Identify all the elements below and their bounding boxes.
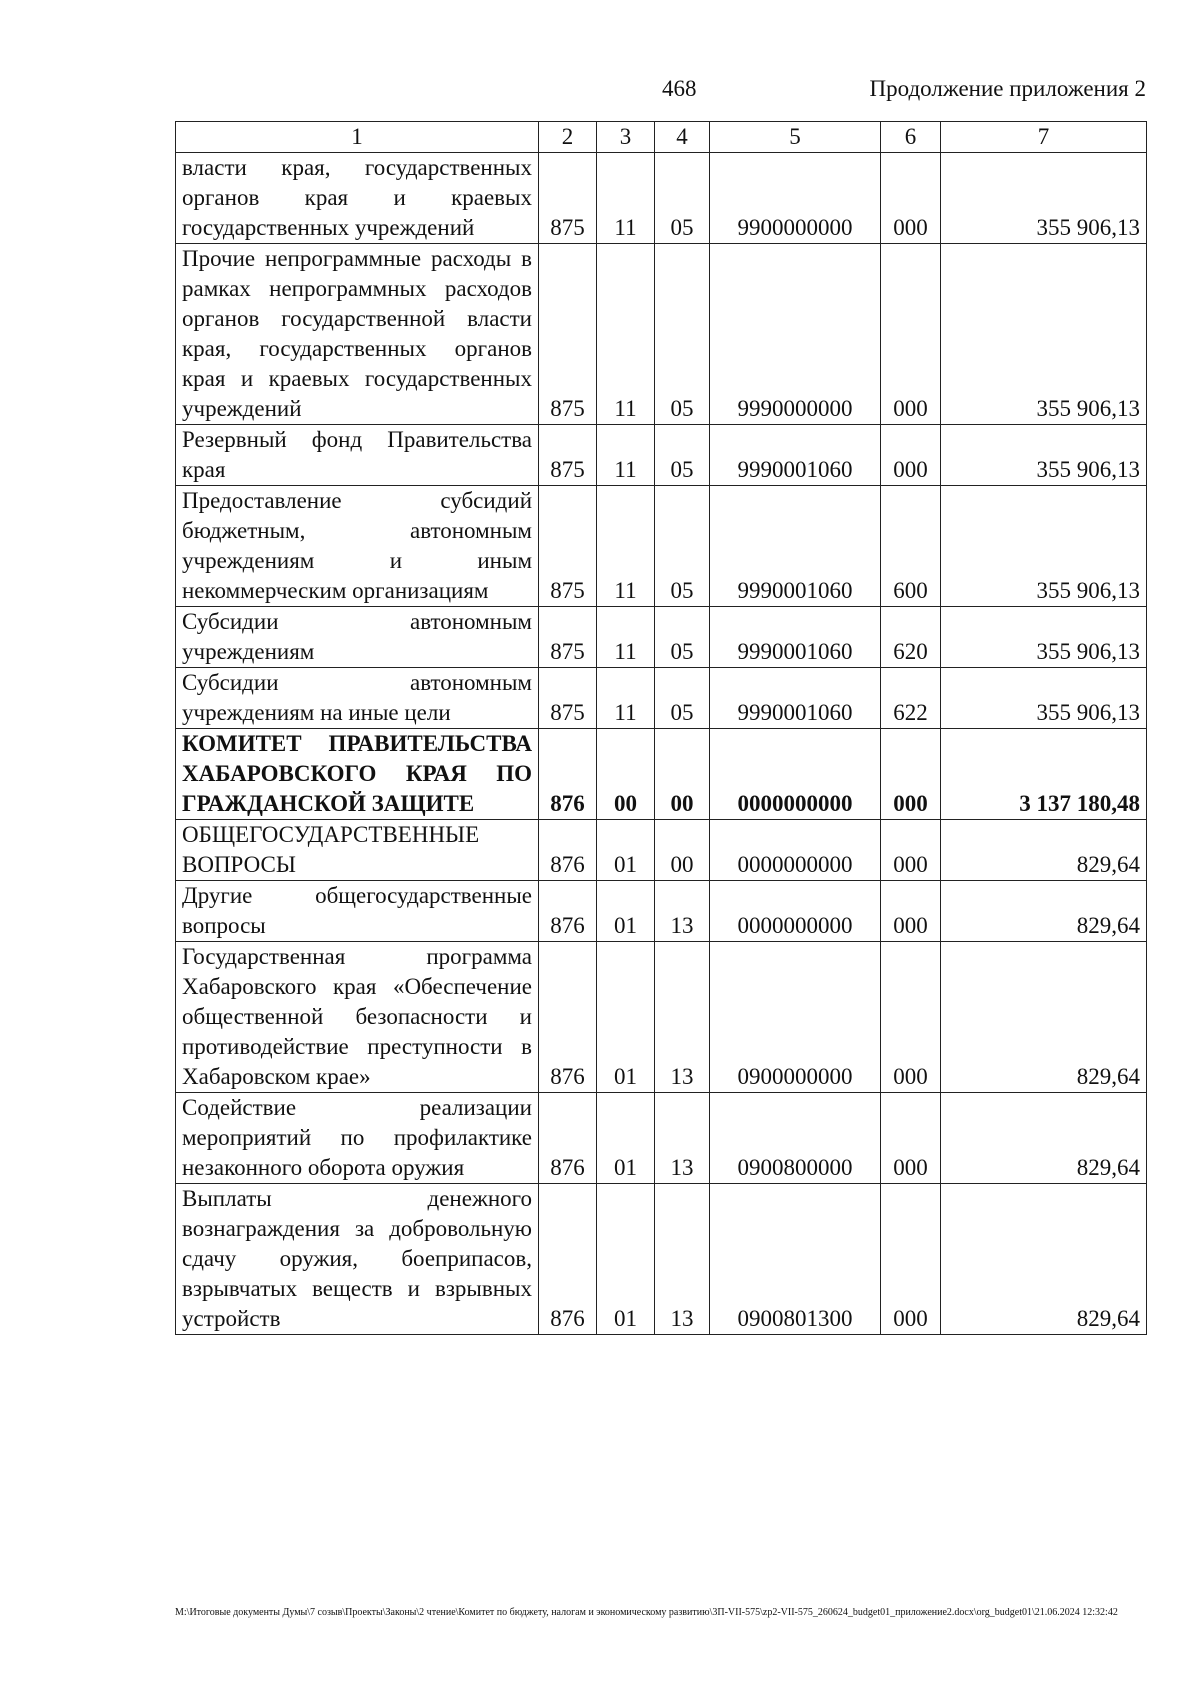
row-code-2: 875 [539, 425, 597, 486]
row-description-text: Содействие реализации мероприятий по профилактике незаконного оборота оружия [182, 1095, 532, 1180]
file-path-footer: M:\Итоговые документы Думы\7 созыв\Проекты\Законы\2 чтение\Комитет по бюджету, налогам и экономическому развитию\3П-VII-575\zp2-VII-575_260624_budget01_приложение2.docx\org_budget01\21.06.2024 12:32:42 [175, 1607, 1118, 1618]
row-code-2: 876 [539, 820, 597, 881]
row-description-text: Субсидии автономным учреждениям на иные цели [182, 670, 532, 725]
row-description-text: КОМИТЕТ ПРАВИТЕЛЬСТВА ХАБАРОВСКОГО КРАЯ ПО ГРАЖДАНСКОЙ ЗАЩИТЕ [182, 731, 532, 816]
page-number: 468 [662, 76, 697, 101]
row-amount: 355 906,13 [941, 668, 1147, 729]
row-code-3: 01 [597, 1093, 655, 1184]
row-code-5: 9990001060 [710, 486, 881, 607]
row-description [176, 244, 539, 425]
table-row [176, 881, 1147, 942]
table-row [176, 153, 1147, 244]
row-code-6: 000 [881, 1184, 941, 1335]
row-amount: 355 906,13 [941, 607, 1147, 668]
row-amount: 829,64 [941, 1093, 1147, 1184]
table-header-row [176, 122, 1147, 153]
row-description [176, 820, 539, 881]
row-code-4: 05 [655, 668, 710, 729]
row-description-text: Другие общегосударственные вопросы [182, 883, 532, 938]
row-code-4: 05 [655, 153, 710, 244]
table-row [176, 942, 1147, 1093]
row-code-3: 00 [597, 729, 655, 820]
row-code-4: 05 [655, 244, 710, 425]
row-code-5: 0000000000 [710, 820, 881, 881]
row-code-3: 11 [597, 607, 655, 668]
row-code-2: 875 [539, 244, 597, 425]
row-code-4: 13 [655, 881, 710, 942]
row-code-3: 11 [597, 425, 655, 486]
row-code-6: 000 [881, 153, 941, 244]
row-description [176, 425, 539, 486]
row-code-6: 000 [881, 425, 941, 486]
table-row [176, 607, 1147, 668]
table-row [176, 820, 1147, 881]
continuation-label: Продолжение приложения 2 [869, 76, 1146, 101]
row-code-4: 05 [655, 425, 710, 486]
row-code-5: 9900000000 [710, 153, 881, 244]
row-amount: 355 906,13 [941, 425, 1147, 486]
table-row [176, 1184, 1147, 1335]
row-amount: 829,64 [941, 1184, 1147, 1335]
row-code-4: 05 [655, 486, 710, 607]
row-code-6: 000 [881, 244, 941, 425]
row-code-6: 000 [881, 820, 941, 881]
row-description-text: власти края, государственных органов края и краевых государственных учреждений [182, 155, 532, 240]
row-description [176, 942, 539, 1093]
row-description-text: Выплаты денежного вознаграждения за добровольную сдачу оружия, боеприпасов, взрывчатых веществ и взрывных устройств [182, 1186, 532, 1331]
row-description [176, 729, 539, 820]
row-code-5: 0000000000 [710, 881, 881, 942]
budget-table [175, 121, 1147, 1335]
table-row [176, 729, 1147, 820]
row-amount: 355 906,13 [941, 244, 1147, 425]
row-description [176, 1093, 539, 1184]
row-code-5: 9990000000 [710, 244, 881, 425]
row-code-2: 875 [539, 486, 597, 607]
row-code-3: 11 [597, 486, 655, 607]
row-code-4: 00 [655, 729, 710, 820]
table-row [176, 425, 1147, 486]
row-code-2: 876 [539, 1093, 597, 1184]
row-code-6: 622 [881, 668, 941, 729]
column-header: 4 [655, 122, 710, 153]
row-code-6: 600 [881, 486, 941, 607]
row-code-2: 876 [539, 942, 597, 1093]
table-body [176, 153, 1147, 1335]
row-description-text: Предоставление субсидий бюджетным, автономным учреждениям и иным некоммерческим организациям [182, 488, 532, 603]
row-description-text: ОБЩЕГОСУДАРСТВЕННЫЕ ВОПРОСЫ [182, 822, 480, 877]
row-code-3: 01 [597, 881, 655, 942]
row-description [176, 881, 539, 942]
row-code-5: 9990001060 [710, 668, 881, 729]
row-code-4: 13 [655, 1093, 710, 1184]
row-code-5: 9990001060 [710, 607, 881, 668]
row-code-5: 0000000000 [710, 729, 881, 820]
row-amount: 3 137 180,48 [941, 729, 1147, 820]
row-amount: 829,64 [941, 881, 1147, 942]
column-header: 3 [597, 122, 655, 153]
column-header: 1 [176, 122, 539, 153]
row-code-6: 000 [881, 881, 941, 942]
row-code-2: 876 [539, 881, 597, 942]
row-amount: 829,64 [941, 942, 1147, 1093]
row-description-text: Прочие непрограммные расходы в рамках непрограммных расходов органов государственной власти края, государственных органов края и краевых государственных учреждений [182, 246, 532, 421]
row-code-4: 00 [655, 820, 710, 881]
row-code-4: 13 [655, 942, 710, 1093]
row-description [176, 153, 539, 244]
row-code-2: 876 [539, 729, 597, 820]
row-code-5: 0900000000 [710, 942, 881, 1093]
row-code-3: 11 [597, 153, 655, 244]
row-code-2: 875 [539, 153, 597, 244]
row-description-text: Государственная программа Хабаровского края «Обеспечение общественной безопасности и противодействие преступности в Хабаровском крае» [182, 944, 532, 1089]
row-code-4: 05 [655, 607, 710, 668]
row-code-2: 875 [539, 607, 597, 668]
row-code-3: 01 [597, 820, 655, 881]
row-code-3: 11 [597, 244, 655, 425]
row-code-5: 0900801300 [710, 1184, 881, 1335]
table-row [176, 668, 1147, 729]
row-amount: 829,64 [941, 820, 1147, 881]
row-code-2: 875 [539, 668, 597, 729]
row-amount: 355 906,13 [941, 486, 1147, 607]
row-code-3: 01 [597, 942, 655, 1093]
row-code-3: 01 [597, 1184, 655, 1335]
row-code-6: 000 [881, 729, 941, 820]
row-description [176, 607, 539, 668]
row-code-2: 876 [539, 1184, 597, 1335]
column-header: 6 [881, 122, 941, 153]
row-description-text: Субсидии автономным учреждениям [182, 609, 532, 664]
table-row [176, 486, 1147, 607]
row-description-text: Резервный фонд Правительства края [182, 427, 532, 482]
column-header: 5 [710, 122, 881, 153]
column-header: 7 [941, 122, 1147, 153]
row-description [176, 486, 539, 607]
row-description [176, 668, 539, 729]
table-row [176, 1093, 1147, 1184]
row-code-6: 620 [881, 607, 941, 668]
row-code-5: 0900800000 [710, 1093, 881, 1184]
row-code-4: 13 [655, 1184, 710, 1335]
row-code-3: 11 [597, 668, 655, 729]
column-header: 2 [539, 122, 597, 153]
row-code-6: 000 [881, 1093, 941, 1184]
row-description [176, 1184, 539, 1335]
row-code-5: 9990001060 [710, 425, 881, 486]
table-row [176, 244, 1147, 425]
row-amount: 355 906,13 [941, 153, 1147, 244]
row-code-6: 000 [881, 942, 941, 1093]
